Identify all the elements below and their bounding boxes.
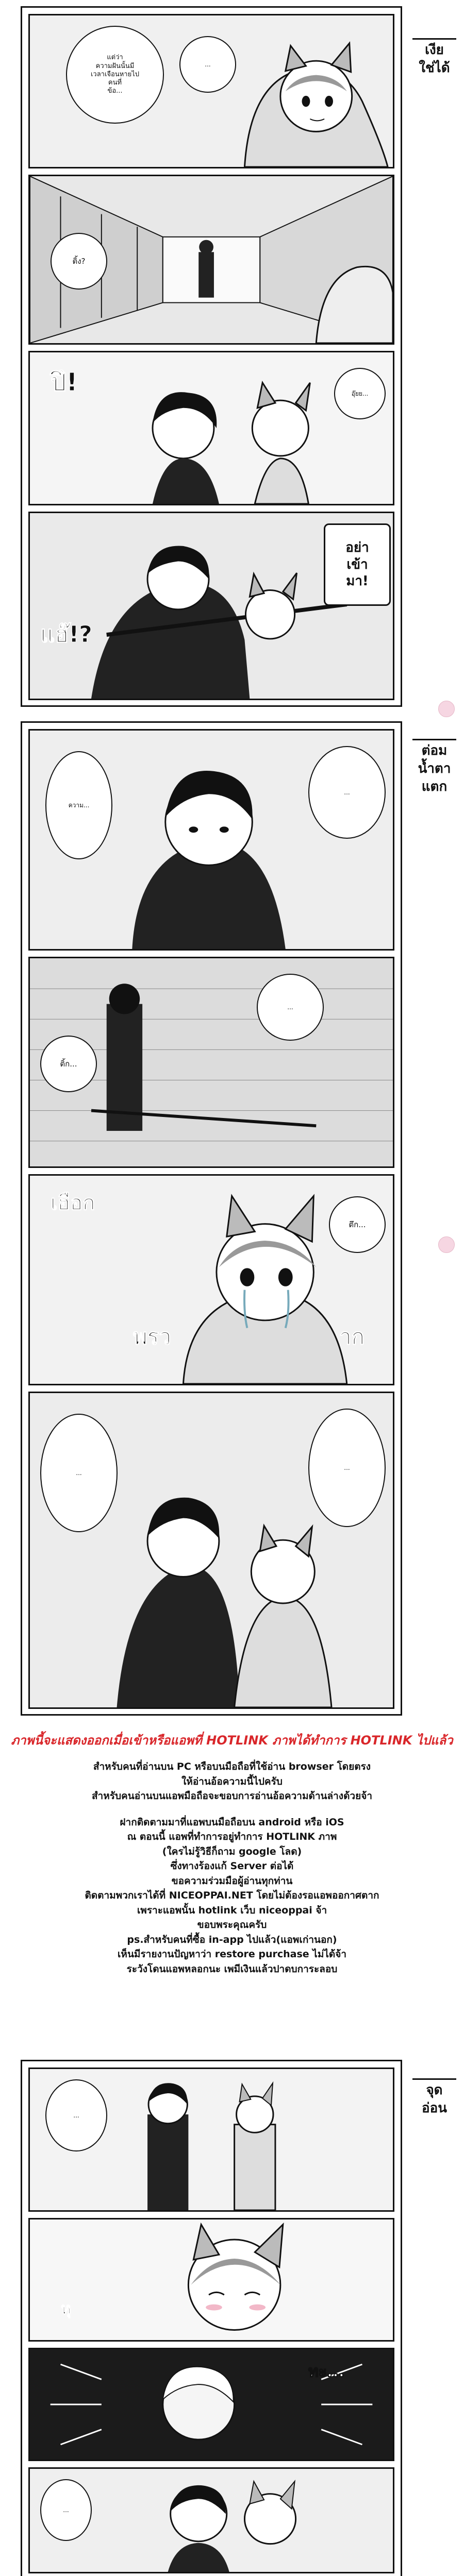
hotlink-notice bbox=[0, 1725, 464, 2034]
strip3-panel-3 bbox=[28, 2348, 394, 2461]
strip2-panel-1 bbox=[28, 729, 394, 951]
speech-bubble: ... bbox=[308, 746, 386, 839]
speech-bubble: ติ้ง? bbox=[51, 233, 107, 290]
page-marker-icon bbox=[438, 701, 455, 717]
sfx-text: ปึ! bbox=[51, 368, 78, 397]
notice-line: เห็นมีรายงานปัญหาว่า restore purchase ไม่ได้จ้า bbox=[117, 1948, 347, 1960]
notice-line: ติดตามพวกเราได้ที่ NICEOPPAI.NET โดยไม่ต้องรอแอพออกาศตาก bbox=[85, 1890, 379, 1901]
sfx-text: เฮือก bbox=[51, 1191, 95, 1215]
speech-bubble-small: ... bbox=[179, 36, 236, 93]
sfx-text: แฮ๊!? bbox=[40, 621, 92, 648]
notice-line: เพราะแอพนั้น hotlink เว็บ niceoppai จ้า bbox=[137, 1904, 327, 1916]
strip2-panel-2 bbox=[28, 957, 394, 1168]
strip2-panel-3 bbox=[28, 1174, 394, 1385]
caption-divider bbox=[412, 2078, 456, 2080]
comic-strip-1 bbox=[21, 6, 402, 707]
notice-line: ขอความร่วมมือผู้อ่านทุกท่าน bbox=[171, 1875, 293, 1887]
sfx-text: พรว bbox=[133, 1324, 171, 1349]
strip3-panel-4 bbox=[28, 2467, 394, 2573]
caption-line: อ่อน bbox=[421, 2100, 447, 2116]
notice-line: ps.สำหรับคนที่ซื้อ in-app ไปแล้ว(แอพเก่านอก) bbox=[127, 1934, 337, 1945]
speech-bubble: ... bbox=[45, 2079, 107, 2151]
boy-and-catgirl-illustration bbox=[30, 352, 393, 504]
strip2-panel-4 bbox=[28, 1392, 394, 1709]
strip1-panel-1 bbox=[28, 14, 394, 168]
notice-spacer bbox=[0, 1804, 464, 1815]
speech-bubble: ความ... bbox=[45, 751, 112, 859]
strip1-panel-4 bbox=[28, 512, 394, 700]
speech-bubble: ... bbox=[308, 1409, 386, 1527]
comic-strip-3 bbox=[21, 2060, 402, 2576]
caption-line: น้ำตา bbox=[418, 761, 451, 777]
caption-line: จุด bbox=[426, 2082, 443, 2098]
catgirl-blush-illustration bbox=[30, 2219, 393, 2340]
strip1-panel-2 bbox=[28, 175, 394, 345]
speech-bubble: ติ้ก... bbox=[40, 1036, 97, 1092]
speech-bubble: ... bbox=[257, 974, 324, 1041]
notice-line: สำหรับคนอ่านบนแอพมือถือจะขอบการอ่านอ้อความด้านล่างด้วยจ้า bbox=[91, 1790, 373, 1802]
caption-line: แตก bbox=[421, 779, 448, 795]
notice-headline: ภาพนี้จะแสดงออกเมื่อเข้าหรือแอพที่ HOTLINK ภาพได้ทำการ HOTLINK ไปแล้ว bbox=[11, 1733, 453, 1748]
notice-line: ให้อ่านอ้อความนี้ไปครับ bbox=[181, 1775, 283, 1787]
strip3-panel-2 bbox=[28, 2218, 394, 2342]
sfx-text: าก bbox=[339, 1324, 365, 1349]
speech-bubble: ตึก... bbox=[329, 1196, 386, 1253]
notice-line: ระวังโดนแอพหลอกนะ เพมีเงินแล้วปาดบการะลอบ bbox=[126, 1963, 338, 1975]
shout-bubble: อย่า เข้า มา! bbox=[324, 523, 391, 606]
side-caption-1 bbox=[410, 41, 459, 77]
speech-bubble: อุ๊ยย... bbox=[334, 368, 386, 419]
side-caption-3 bbox=[410, 2081, 459, 2117]
caption-line: ใช่ได้ bbox=[419, 60, 450, 76]
speech-bubble: ... bbox=[40, 1414, 118, 1532]
comic-strip-2 bbox=[21, 721, 402, 1716]
page-marker-icon bbox=[438, 1236, 455, 1253]
caption-line: เงีย bbox=[425, 42, 444, 58]
notice-line: ซึ่งทางร้องแก้ Server ต่อได้ bbox=[170, 1860, 294, 1872]
speech-bubble: ... bbox=[40, 2479, 92, 2541]
strip1-panel-3 bbox=[28, 351, 394, 505]
notice-line: ณ ตอนนี้ แอพที่ทำการอยู่ทำการ HOTLINK ภาพ bbox=[127, 1831, 337, 1842]
caption-divider bbox=[412, 739, 456, 740]
strip3-panel-1 bbox=[28, 2067, 394, 2212]
side-caption-2 bbox=[410, 742, 459, 796]
notice-line: (ใครไม่รู้วิธีก็ถาม google โลด) bbox=[162, 1845, 302, 1857]
caption-line: ต่อม bbox=[421, 743, 448, 758]
caption-divider bbox=[412, 38, 456, 40]
sfx-text: ทะ... bbox=[308, 2363, 345, 2381]
speech-bubble: แต่ว่า ความฝันนั้นมี เวลาเจือนหายไป คนที่ ข้อ... bbox=[66, 26, 164, 124]
notice-line: ขอบพระคุณครับ bbox=[197, 1919, 267, 1930]
notice-line: สำหรับคนที่อ่านบน PC หรือบนมือถือที่ใช้อ่าน browser โดยตรง bbox=[93, 1761, 371, 1772]
notice-line: ฝากติดตามมาที่แอพบนมือถือบน android หรือ iOS bbox=[120, 1816, 344, 1828]
sfx-text: หุ bbox=[61, 2300, 71, 2318]
